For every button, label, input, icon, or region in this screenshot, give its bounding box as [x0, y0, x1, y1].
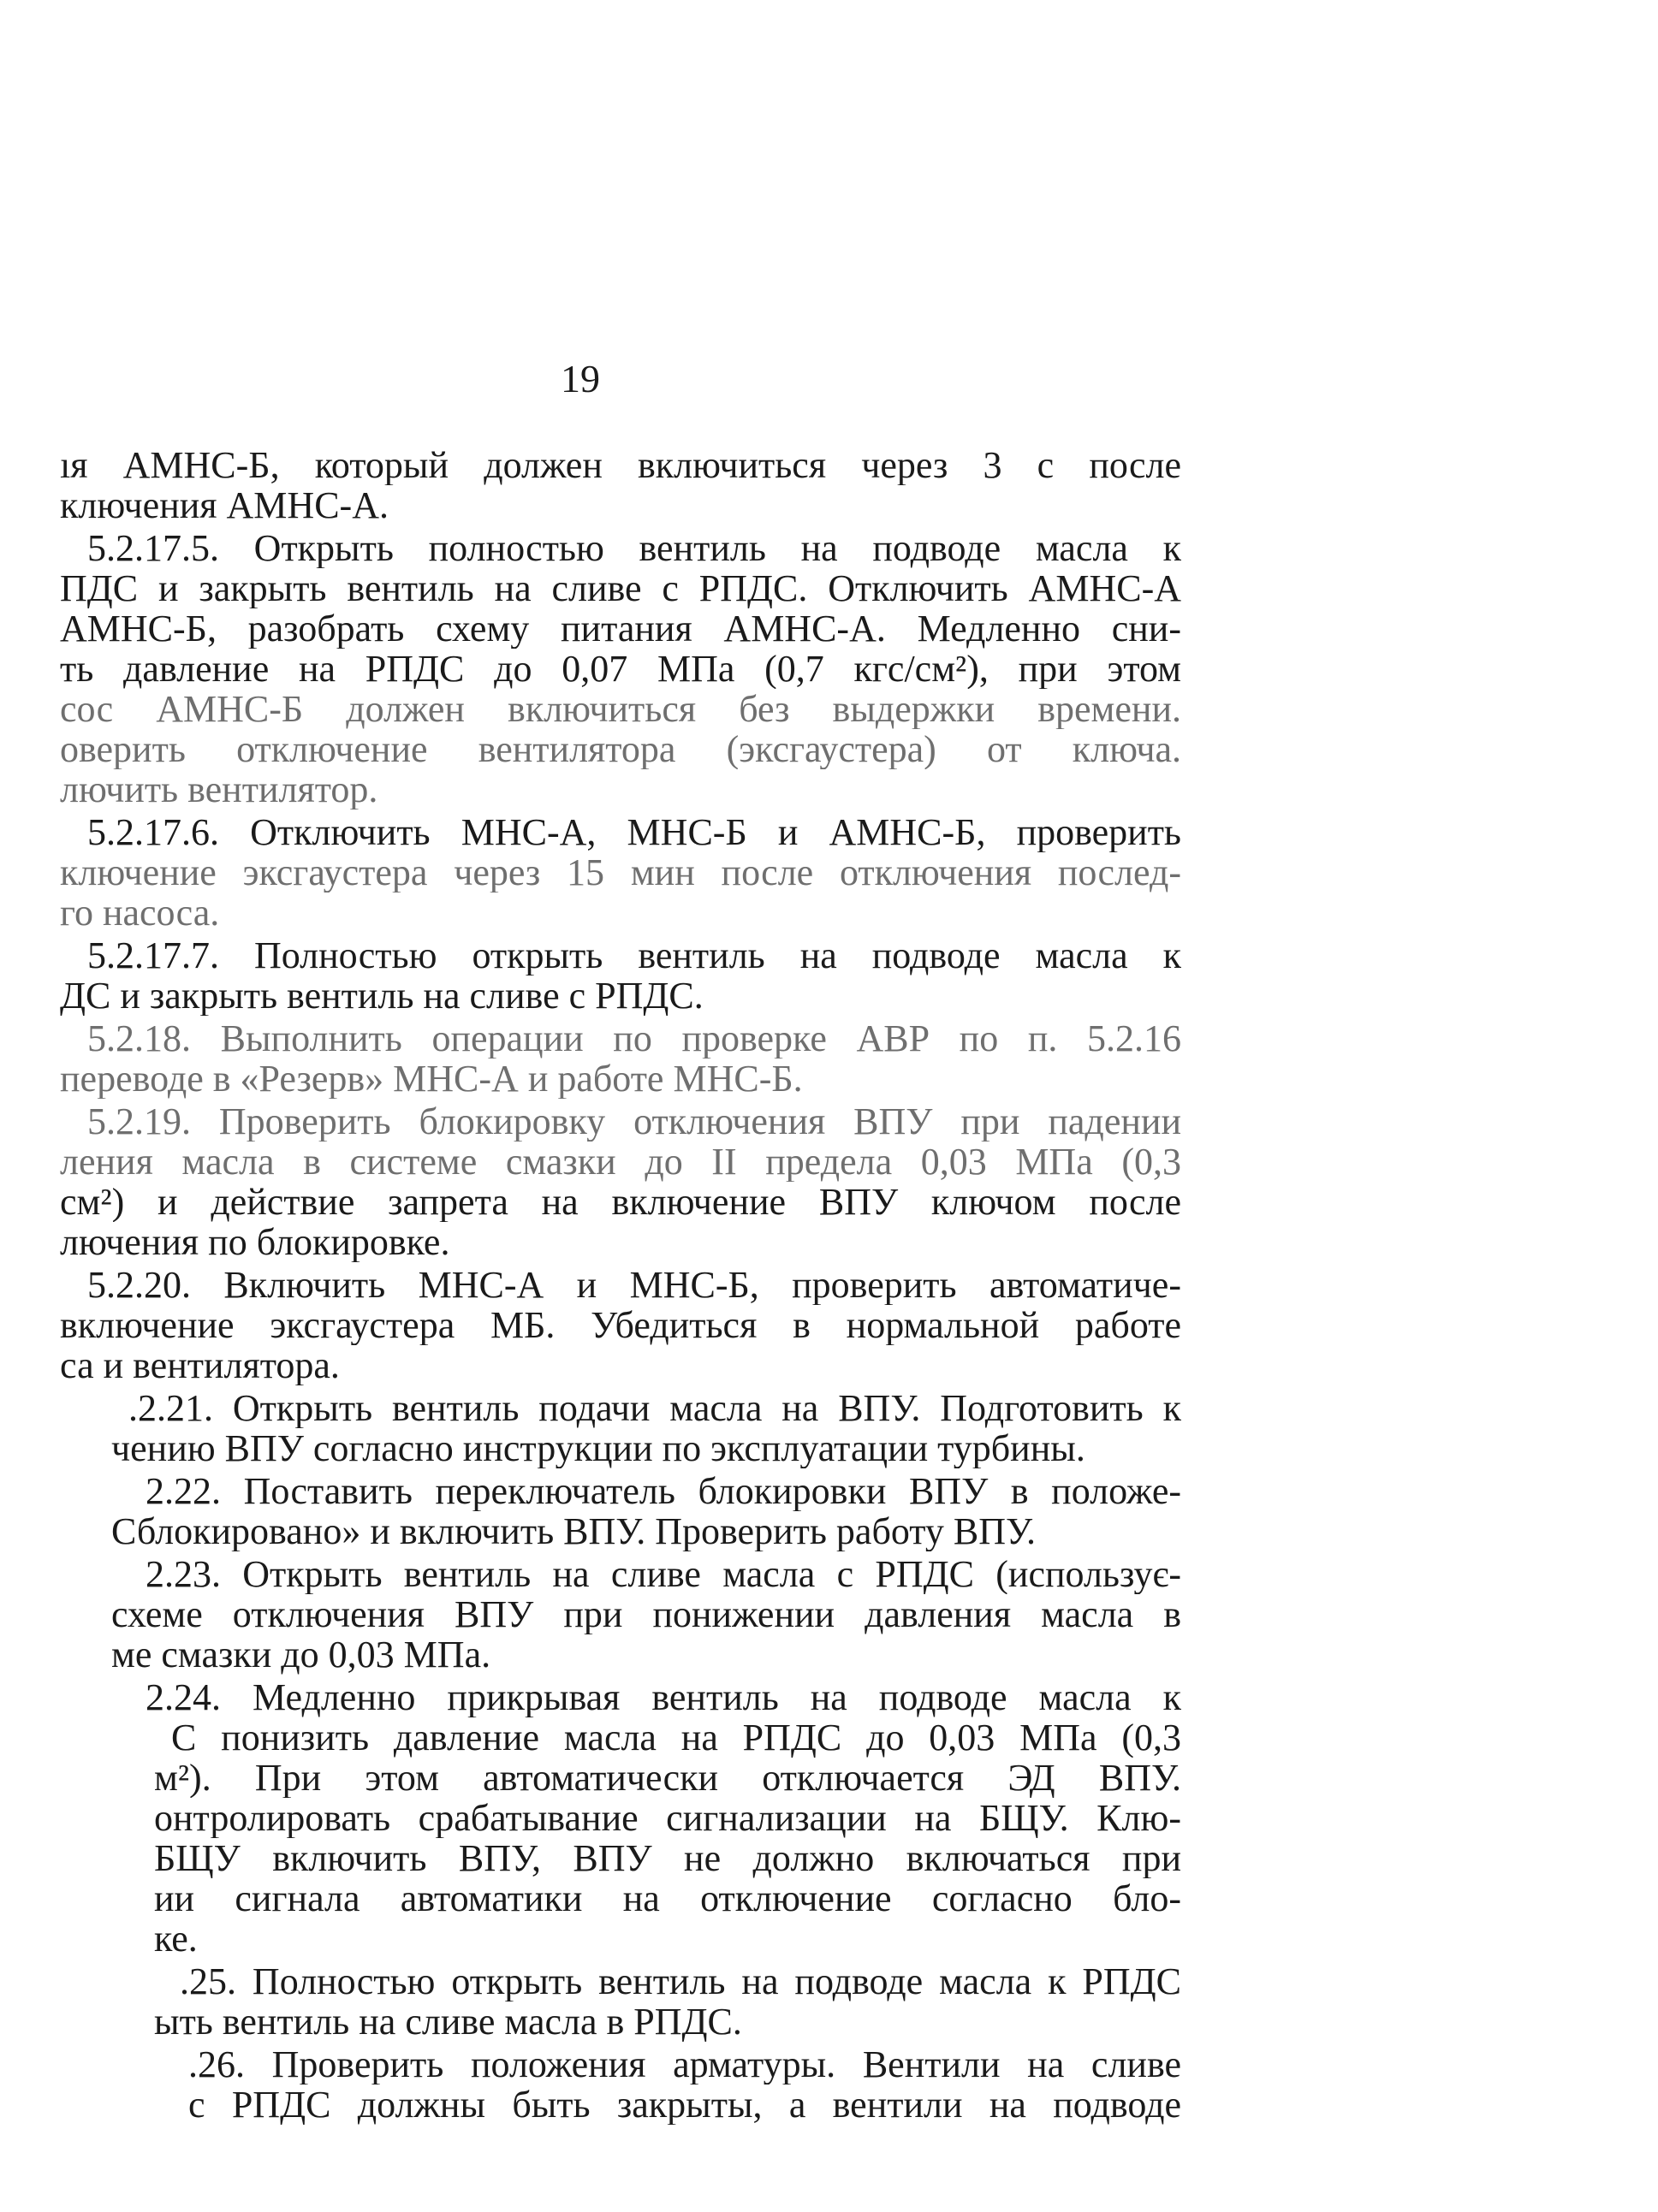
text-line: чению ВПУ согласно инструкции по эксплуатации турбины.: [111, 1428, 1085, 1468]
page-number: 19: [561, 357, 600, 400]
paragraph-5-2-18: [60, 1018, 1181, 1099]
paragraph-5-2-22: [60, 1471, 1181, 1551]
paragraph-5-2-25: [60, 1961, 1181, 2042]
text-line: 2.23. Открыть вентиль на сливе масла с РПДС (использує-: [146, 1554, 1181, 1594]
text-line: ДС и закрыть вентиль на сливе с РПДС.: [60, 976, 704, 1016]
text-line: оверить отключение вентилятора (эксгаустера) от ключа.: [60, 729, 1181, 769]
text-line: 2.24. Медленно прикрывая вентиль на подводе масла к: [146, 1677, 1181, 1717]
text-line: ключения АМНС-А.: [60, 485, 389, 525]
text-line: м²). При этом автоматически отключается ЭД ВПУ.: [154, 1758, 1181, 1798]
text-line: см²) и действие запрета на включение ВПУ ключом после: [60, 1182, 1181, 1222]
body-text: [60, 445, 1181, 2127]
text-line: 5.2.17.7. Полностью открыть вентиль на подводе масла к: [87, 935, 1181, 976]
text-line: включение эксгаустера МБ. Убедиться в нормальной работе: [60, 1305, 1181, 1345]
text-line: ıя АМНС-Б, который должен включиться через 3 с после: [60, 445, 1181, 485]
paragraph-5-2-17-6: [60, 812, 1181, 933]
text-line: Сблокировано» и включить ВПУ. Проверить работу ВПУ.: [111, 1511, 1036, 1551]
paragraph-5-2-24: [60, 1677, 1181, 1959]
text-line: БЩУ включить ВПУ, ВПУ не должно включаться при: [154, 1838, 1181, 1878]
text-line: ть давление на РПДС до 0,07 МПа (0,7 кгс/см²), при этом: [60, 649, 1181, 689]
text-line: лючения по блокировке.: [60, 1222, 450, 1262]
paragraph-continuation: [60, 445, 1181, 525]
text-line: сос АМНС-Б должен включиться без выдержки времени.: [60, 689, 1181, 729]
text-line: 5.2.20. Включить МНС-А и МНС-Б, проверить автоматиче-: [87, 1265, 1181, 1305]
text-line: переводе в «Резерв» МНС-А и работе МНС-Б.: [60, 1059, 803, 1099]
text-line: онтролировать срабатывание сигнализации на БЩУ. Клю-: [154, 1798, 1181, 1838]
paragraph-5-2-21: [60, 1388, 1181, 1468]
text-line: 5.2.18. Выполнить операции по проверке АВР по п. 5.2.16: [87, 1018, 1181, 1059]
text-line: .25. Полностью открыть вентиль на подводе масла к РПДС: [180, 1961, 1181, 2001]
paragraph-5-2-19: [60, 1101, 1181, 1262]
paragraph-5-2-17-5: [60, 528, 1181, 809]
text-line: лючить вентилятор.: [60, 769, 378, 809]
text-line: с РПДС должны быть закрыты, а вентили на подводе: [188, 2084, 1181, 2125]
text-line: 5.2.17.6. Отключить МНС-А, МНС-Б и АМНС-Б, проверить: [87, 812, 1181, 852]
paragraph-5-2-23: [60, 1554, 1181, 1675]
text-line: 2.22. Поставить переключатель блокировки ВПУ в положе-: [146, 1471, 1181, 1511]
text-line: ПДС и закрыть вентиль на сливе с РПДС. Отключить АМНС-А: [60, 568, 1181, 608]
text-line: го насоса.: [60, 893, 220, 933]
text-line: .26. Проверить положения арматуры. Вентили на сливе: [188, 2044, 1181, 2084]
text-line: схеме отключения ВПУ при понижении давления масла в: [111, 1594, 1181, 1634]
text-line: 5.2.19. Проверить блокировку отключения ВПУ при падении: [87, 1101, 1181, 1142]
paragraph-5-2-20: [60, 1265, 1181, 1385]
text-line: 5.2.17.5. Открыть полностью вентиль на подводе масла к: [87, 528, 1181, 568]
text-line: .2.21. Открыть вентиль подачи масла на ВПУ. Подготовить к: [128, 1388, 1181, 1428]
paragraph-5-2-17-7: [60, 935, 1181, 1016]
paragraph-5-2-26: [60, 2044, 1181, 2125]
text-line: са и вентилятора.: [60, 1345, 340, 1385]
text-line: ке.: [154, 1918, 198, 1959]
text-line: С понизить давление масла на РПДС до 0,03 МПа (0,3: [171, 1717, 1181, 1758]
text-line: ления масла в системе смазки до II предела 0,03 МПа (0,3: [60, 1142, 1181, 1182]
text-line: АМНС-Б, разобрать схему питания АМНС-А. Медленно сни-: [60, 608, 1181, 649]
text-line: ключение эксгаустера через 15 мин после отключения послед-: [60, 852, 1181, 893]
text-line: ме смазки до 0,03 МПа.: [111, 1634, 491, 1675]
text-line: ии сигнала автоматики на отключение согласно бло-: [154, 1878, 1181, 1918]
text-line: ыть вентиль на сливе масла в РПДС.: [154, 2001, 742, 2042]
